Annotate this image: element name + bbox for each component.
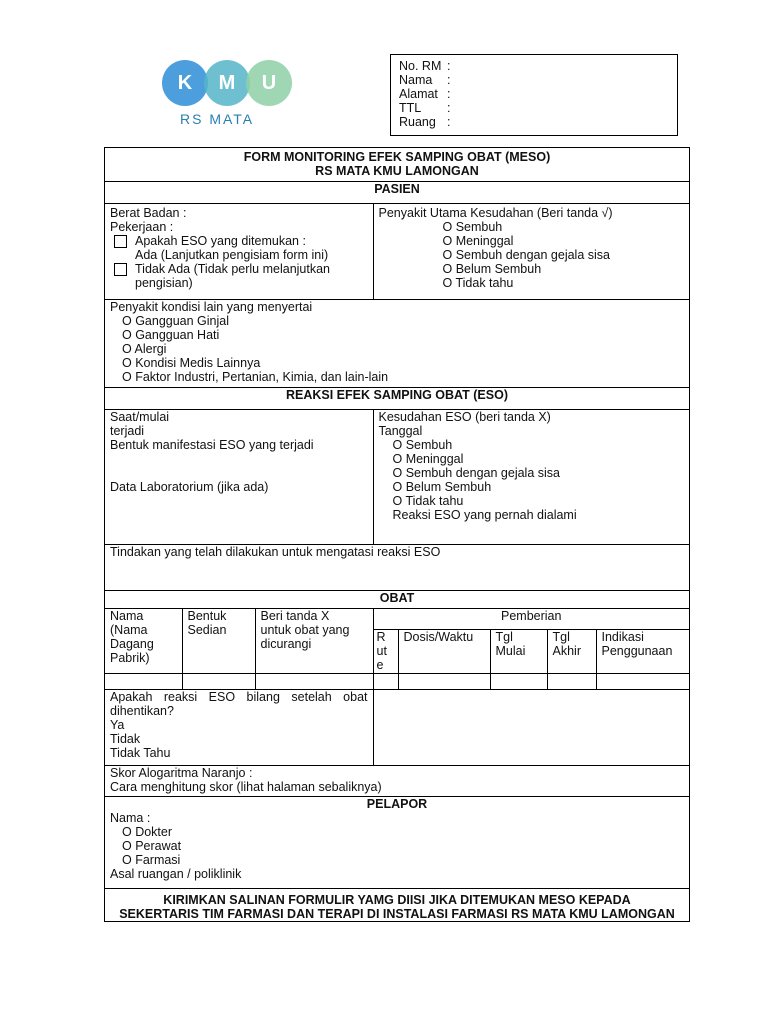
reaksi-info-cell [105,410,374,545]
id-row-nama[interactable] [399,73,450,87]
reaksi-hilang-cell [105,690,374,766]
kesudahan-eso-cell [373,410,690,545]
answer-option[interactable]: Tidak Tahu [110,746,171,760]
section-pasien: PASIEN [105,182,690,204]
patient-info-cell [105,204,374,300]
outcome-option[interactable]: O Tidak tahu [442,276,514,290]
pelapor-option[interactable]: O Perawat [122,839,182,853]
id-sep: : [447,87,451,101]
eso-outcome-option[interactable]: O Sembuh dengan gejala sisa [392,466,560,480]
eso-outcome-option[interactable]: O Sembuh [392,438,453,452]
col-rute-text: e [376,657,384,672]
nama-pelapor-label[interactable]: Nama : [110,811,151,825]
col-rute-text: R [376,629,386,644]
bentuk-manifestasi-label[interactable]: Bentuk manifestasi ESO yang terjadi [110,438,314,452]
id-label: No. RM [399,59,442,73]
check-1-text-2: Ada (Lanjutkan pengisiam form ini) [135,248,329,263]
section-reaksi: REAKSI EFEK SAMPING OBAT (ESO) [105,388,690,410]
col-rute-text: ut [376,643,387,658]
pekerjaan-label[interactable]: Pekerjaan : [110,220,174,234]
logo-m-circle: M [204,60,250,106]
meso-form [104,147,690,922]
col-nama [105,609,182,673]
col-indikasi [596,629,689,673]
entry-rute[interactable] [373,673,398,689]
footer-line2: SEKERTARIS TIM FARMASI DAN TERAPI DI INSTALASI FARMASI RS MATA KMU LAMONGAN [119,907,675,921]
entry-dosis[interactable] [398,673,490,689]
id-sep: : [447,59,451,73]
patient-id-box [390,54,678,136]
logo-subtitle: RS MATA [180,111,255,127]
eso-ada-checkbox[interactable] [114,235,127,248]
col-tgl-akhir-text: Akhir [552,643,581,658]
col-nama-text: (Nama [110,623,148,637]
col-nama-text: Pabrik) [110,651,150,665]
eso-outcome-option[interactable]: O Belum Sembuh [392,480,492,494]
reaksi-hilang-answer-cell[interactable] [373,690,690,766]
answer-option[interactable]: Ya [110,718,125,732]
check-2-text: Tidak Ada (Tidak perlu melanjutkan [135,262,331,277]
entry-nama[interactable] [105,673,182,689]
col-bentuk-text: Sedian [187,623,227,637]
penyakit-utama-label: Penyakit Utama Kesudahan (Beri tanda √) [378,206,613,220]
id-row-alamat[interactable] [399,87,450,101]
col-tgl-mulai-text: Tgl [495,629,513,644]
id-label: Ruang [399,115,436,129]
col-rute [373,629,398,673]
pelapor-option[interactable]: O Farmasi [122,853,181,867]
penyakit-utama-cell [373,204,690,300]
skor-hint: Cara menghitung skor (lihat halaman sebaliknya) [110,780,382,794]
form-title-line2: RS MATA KMU LAMONGAN [315,164,479,178]
col-bentuk-text: Bentuk [187,609,227,623]
col-tgl-mulai [490,629,547,673]
check-2-text-2: pengisian) [135,276,193,291]
outcome-option[interactable]: O Meninggal [442,234,514,248]
outcome-option[interactable]: O Sembuh [442,220,503,234]
pelapor-cell [105,797,690,889]
col-pemberian: Pemberian [373,609,689,629]
form-title-line1: FORM MONITORING EFEK SAMPING OBAT (MESO) [243,150,551,164]
id-label: Nama [399,73,433,87]
reaksi-pernah-label[interactable]: Reaksi ESO yang pernah dialami [392,508,577,522]
penyakit-lain-cell [105,300,690,388]
entry-tgl-mulai[interactable] [490,673,547,689]
footer-line1: KIRIMKAN SALINAN FORMULIR YAMG DIISI JIKA DITEMUKAN MESO KEPADA [163,893,631,907]
condition-option[interactable]: O Gangguan Hati [122,328,220,342]
id-sep: : [447,73,451,87]
outcome-option[interactable]: O Sembuh dengan gejala sisa [442,248,610,262]
tanggal-label[interactable]: Tanggal [378,424,423,438]
condition-option[interactable]: O Alergi [122,342,167,356]
skor-label[interactable]: Skor Alogaritma Naranjo : [110,766,253,780]
terjadi-label: terjadi [110,424,145,438]
form-title [105,148,690,182]
col-nama-text: Dagang [110,637,154,651]
hospital-logo [162,60,294,132]
skor-cell [105,766,690,797]
obat-entry-row[interactable] [105,673,689,689]
footer-instruction [105,889,690,922]
id-sep: : [447,115,451,129]
id-sep: : [447,101,451,115]
saat-mulai-label[interactable]: Saat/mulai [110,410,170,424]
col-beri-tanda-text: untuk obat yang [260,623,350,637]
eso-outcome-option[interactable]: O Meninggal [392,452,464,466]
col-dosis: Dosis/Waktu [398,629,490,673]
check-1-text: Apakah ESO yang ditemukan : [135,234,306,248]
tindakan-cell[interactable] [105,545,690,591]
condition-option[interactable]: O Kondisi Medis Lainnya [122,356,261,370]
kesudahan-eso-label: Kesudahan ESO (beri tanda X) [378,410,551,424]
logo-k-circle: K [162,60,208,106]
condition-option[interactable]: O Gangguan Ginjal [122,314,230,328]
asal-ruangan-label[interactable]: Asal ruangan / poliklinik [110,867,242,881]
condition-option[interactable]: O Faktor Industri, Pertanian, Kimia, dan lain-lain [122,370,389,384]
col-tgl-akhir [547,629,596,673]
eso-outcome-option[interactable]: O Tidak tahu [392,494,464,508]
col-indikasi-text: Indikasi [601,629,644,644]
tindakan-label: Tindakan yang telah dilakukan untuk mengatasi reaksi ESO [110,545,441,559]
col-tgl-mulai-text: Mulai [495,643,526,658]
col-nama-text: Nama [110,609,144,623]
entry-beri-tanda[interactable] [255,673,373,689]
section-obat: OBAT [105,591,690,609]
reaksi-hilang-question: Apakah reaksi ESO bilang setelah obat [110,690,368,704]
entry-bentuk[interactable] [182,673,255,689]
id-row-ruang[interactable] [399,115,450,129]
col-beri-tanda-text: Beri tanda X [260,609,330,623]
outcome-option[interactable]: O Belum Sembuh [442,262,542,276]
col-beri-tanda [255,609,373,673]
entry-tgl-akhir[interactable] [547,673,596,689]
id-row-rm[interactable] [399,59,450,73]
data-lab-label[interactable]: Data Laboratorium (jika ada) [110,480,269,494]
obat-table [105,609,689,689]
col-indikasi-text: Penggunaan [601,643,673,658]
pelapor-option[interactable]: O Dokter [122,825,173,839]
answer-option[interactable]: Tidak [110,732,141,746]
entry-indikasi[interactable] [596,673,689,689]
id-label: Alamat [399,87,438,101]
section-pelapor: PELAPOR [366,797,428,811]
logo-u-circle: U [246,60,292,106]
col-bentuk [182,609,255,673]
col-tgl-akhir-text: Tgl [552,629,570,644]
obat-table-cell [105,609,690,690]
id-row-ttl[interactable] [399,101,450,115]
berat-badan-label[interactable]: Berat Badan : [110,206,187,220]
eso-tidak-ada-checkbox[interactable] [114,263,127,276]
col-beri-tanda-text: dicurangi [260,637,312,651]
reaksi-hilang-question-2: dihentikan? [110,704,174,718]
penyakit-lain-label: Penyakit kondisi lain yang menyertai [110,300,313,314]
id-label: TTL [399,101,422,115]
